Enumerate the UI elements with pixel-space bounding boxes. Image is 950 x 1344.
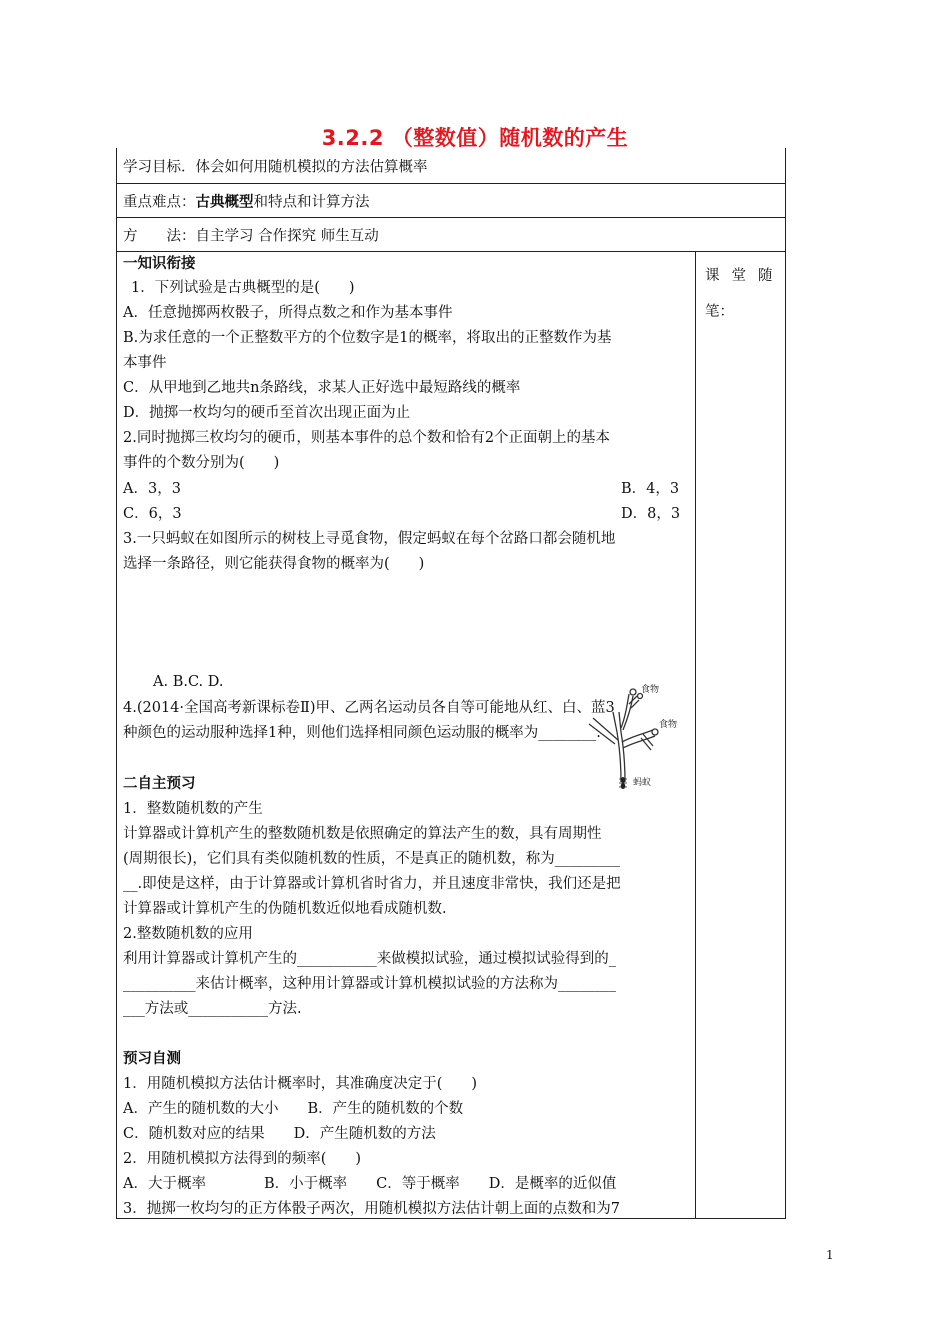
q2-line1: 2.同时抛掷三枚均匀的硬币，则基本事件的总个数和恰有2个正面朝上的基本 <box>123 430 611 446</box>
main-column <box>117 252 696 1218</box>
s2-p7: 利用计算器或计算机产生的___________来做模拟试验，通过模拟试验得到的_ <box>123 951 616 967</box>
section1-heading: 一知识衔接 <box>123 256 196 272</box>
notes-column <box>697 252 785 1218</box>
q2-option-b: B．4，3 <box>621 481 680 497</box>
q3-options: A. B.C. D. <box>153 674 224 690</box>
q1-option-d: D．抛掷一枚均匀的硬币至首次出现正面为止 <box>123 405 411 421</box>
s2-p5: 计算器或计算机产生的伪随机数近似地看成随机数. <box>123 901 447 917</box>
page-title: 3.2.2 （整数值）随机数的产生 <box>321 126 629 150</box>
q4-line2: 种颜色的运动服种选择1种，则他们选择相同颜色运动服的概率为________. <box>123 725 601 741</box>
key-rest: 和特点和计算方法 <box>253 194 370 210</box>
food-label-1: 食物 <box>641 685 660 695</box>
s2-p6: 2.整数随机数的应用 <box>123 926 253 942</box>
s3-q3: 3．抛掷一枚均匀的正方体骰子两次，用随机模拟方法估计朝上面的点数和为7 <box>123 1201 620 1217</box>
q2-option-c: C．6，3 <box>123 506 182 522</box>
ant-label: 蚂蚁 <box>633 778 652 788</box>
s3-q1-options-ab: A．产生的随机数的大小 B．产生的随机数的个数 <box>123 1101 464 1117</box>
key-bold: 古典概型 <box>195 194 254 210</box>
q1-option-c: C．从甲地到乙地共n条路线，求某人正好选中最短路线的概率 <box>123 380 521 396</box>
s3-q1: 1．用随机模拟方法估计概率时，其准确度决定于( ) <box>123 1076 478 1092</box>
goal-text: 学习目标．体会如何用随机模拟的方法估算概率 <box>123 159 428 175</box>
s2-p1: 1．整数随机数的产生 <box>123 801 263 817</box>
q4-line1: 4.(2014·全国高考新课标卷Ⅱ)甲、乙两名运动员各自等可能地从红、白、蓝3 <box>123 700 615 716</box>
s2-p2: 计算器或计算机产生的整数随机数是依照确定的算法产生的数，具有周期性 <box>123 826 602 842</box>
key-prefix: 重点难点： <box>123 194 196 210</box>
s3-q1-options-cd: C．随机数对应的结果 D．产生随机数的方法 <box>123 1126 436 1142</box>
section2-heading: 二自主预习 <box>123 776 196 792</box>
method-row <box>117 218 785 252</box>
q1-option-b-line1: B.为求任意的一个正整数平方的个位数字是1的概率，将取出的正整数作为基 <box>123 330 612 346</box>
q3-line2: 选择一条路径，则它能获得食物的概率为( ) <box>123 556 425 572</box>
key-points-row <box>117 184 785 218</box>
s2-p4: __.即使是这样，由于计算器或计算机省时省力，并且速度非常快，我们还是把 <box>123 876 621 892</box>
q3-line1: 3.一只蚂蚁在如图所示的树枝上寻觅食物，假定蚂蚁在每个岔路口都会随机地 <box>123 531 616 547</box>
s2-p8: __________来估计概率，这种用计算器或计算机模拟试验的方法称为________ <box>123 976 616 992</box>
s2-p3: (周期很长)，它们具有类似随机数的性质，不是真正的随机数，称为_________ <box>123 851 621 867</box>
worksheet-table <box>116 148 786 1219</box>
notes-label-line2: 笔： <box>705 304 734 320</box>
page-number: 1 <box>826 1248 834 1262</box>
section3-heading: 预习自测 <box>123 1051 181 1067</box>
q1: 1．下列试验是古典概型的是( ) <box>131 280 355 296</box>
food-label-2: 食物 <box>659 720 678 730</box>
s2-p9: ___方法或___________方法. <box>123 1001 302 1017</box>
goal-row <box>117 148 785 184</box>
ant-icon <box>619 777 627 789</box>
method-text: 方 法：自主学习 合作探究 师生互动 <box>123 228 379 244</box>
notes-label-line1: 课堂随 <box>705 268 785 284</box>
q1-option-a: A．任意抛掷两枚骰子，所得点数之和作为基本事件 <box>123 305 453 321</box>
s3-q2: 2．用随机模拟方法得到的频率( ) <box>123 1151 362 1167</box>
q2-option-d: D．8，3 <box>621 506 681 522</box>
s3-q2-options: A．大于概率 B．小于概率 C．等于概率 D．是概率的近似值 <box>123 1176 617 1192</box>
q2-line2: 事件的个数分别为( ) <box>123 455 280 471</box>
q2-option-a: A．3，3 <box>123 481 181 497</box>
q1-option-b-line2: 本事件 <box>123 355 167 371</box>
